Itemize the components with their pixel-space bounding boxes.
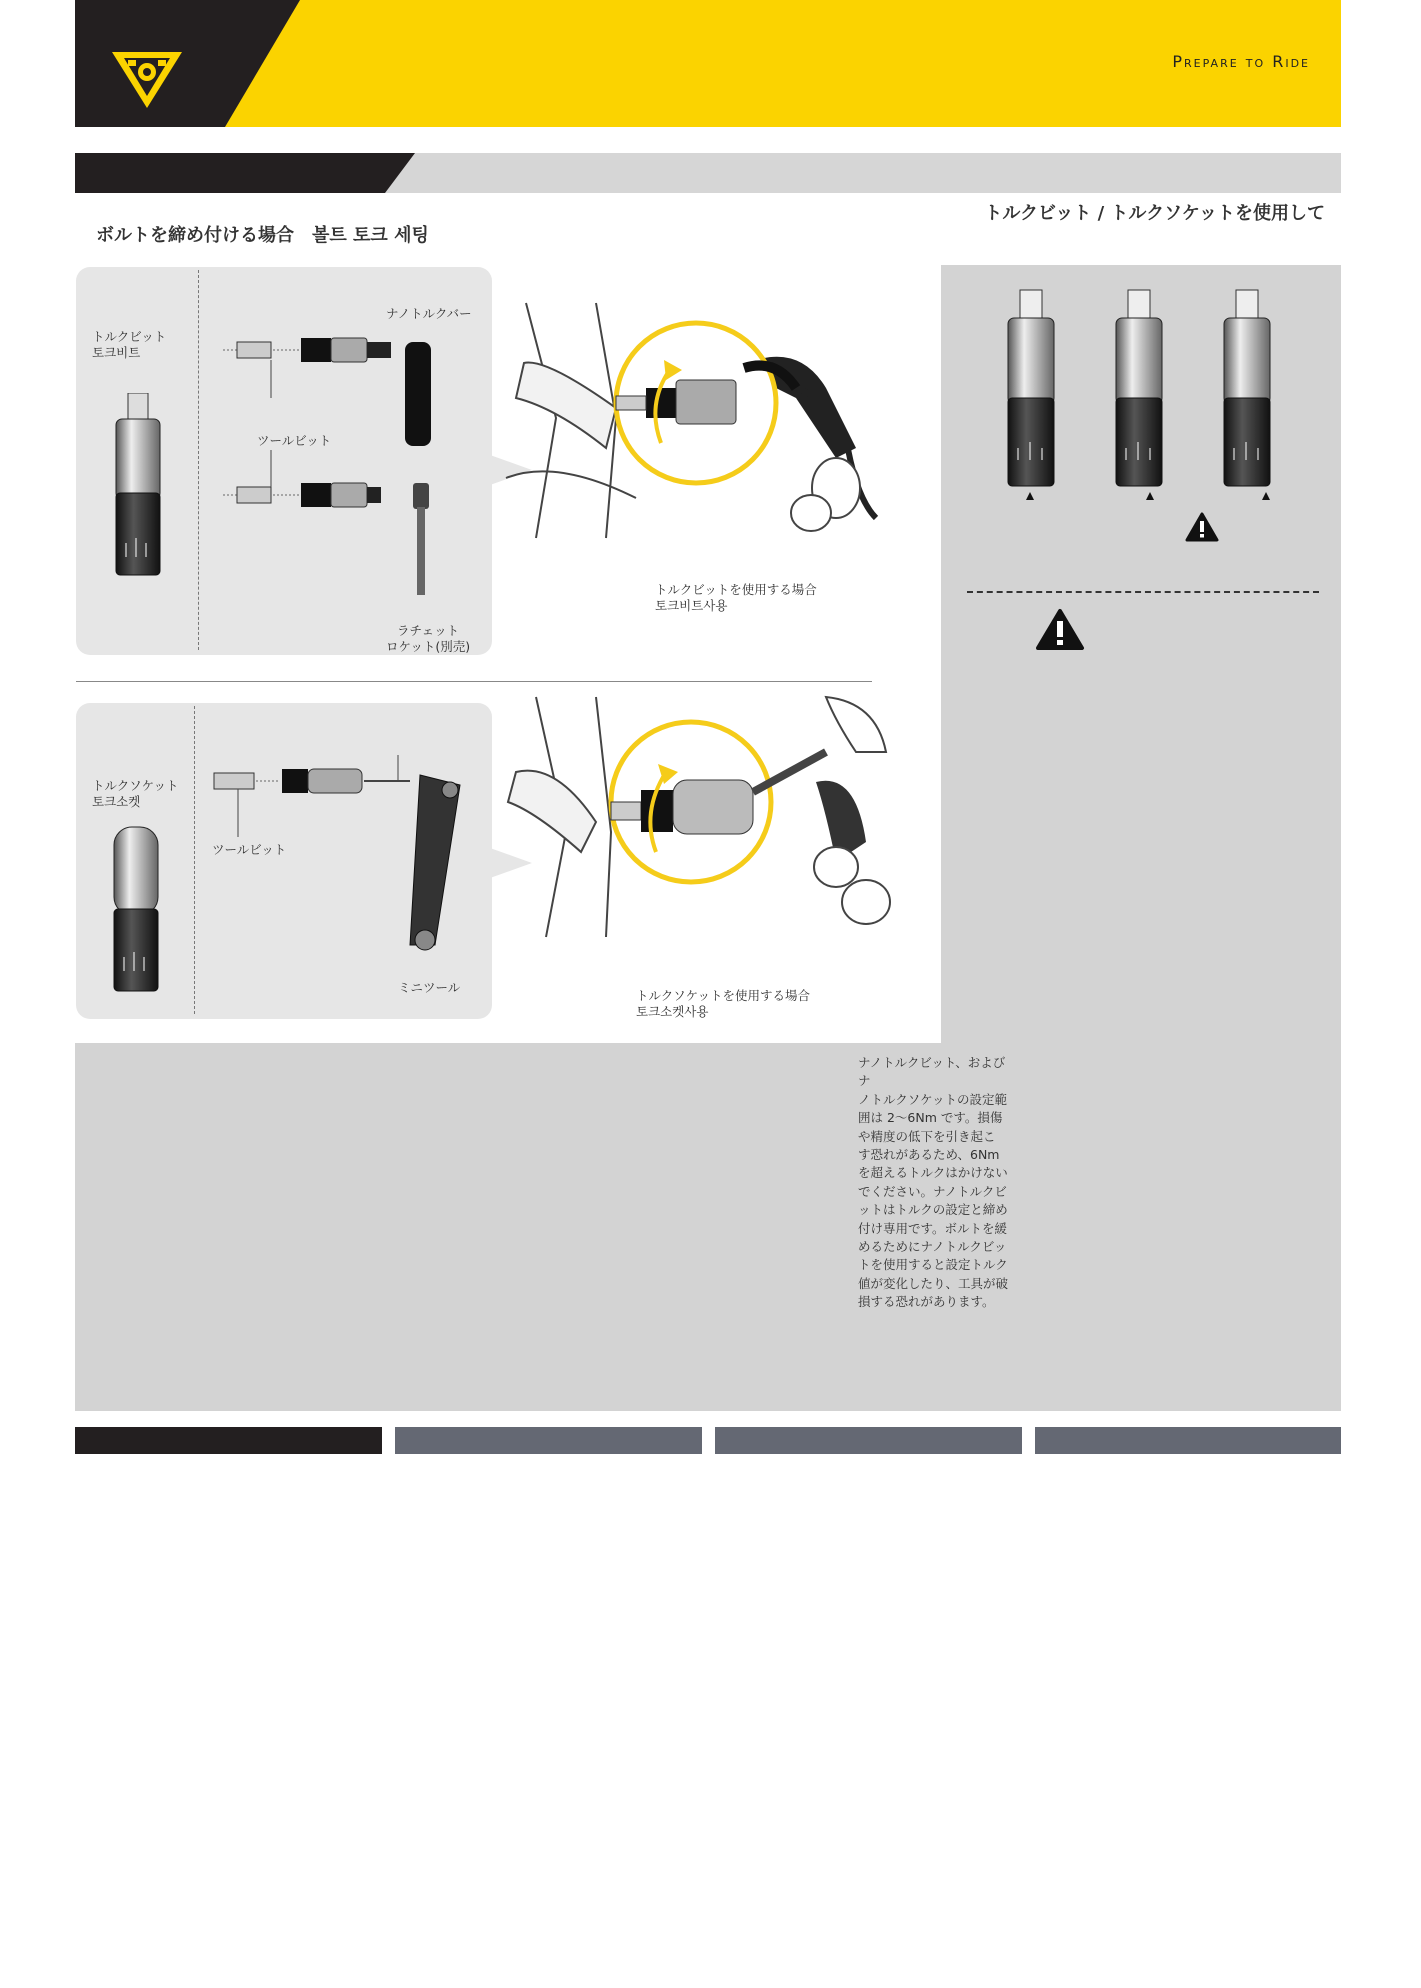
panel1-divider [198,270,199,650]
ratchet-label: ラチェット ロケット(別売) [386,623,471,654]
usage-illustration-2 [496,692,912,942]
topeak-logo-icon [110,48,184,110]
warning-icon [1185,512,1219,542]
footer-bar-4 [1035,1427,1341,1454]
footer-bar-2 [395,1427,702,1454]
right-dashed-divider [967,591,1319,593]
panel2-divider [194,706,195,1014]
notice-text: ナノトルクビット、およびナ ノトルクソケットの設定範 囲は 2～6Nm です。損傷 や精度の低下を引き起こ す恐れがあるため、6Nm を超えるトルクはかけない でください。ナノトルクビ ットはトルクの設定と締め 付け専用です。ボルトを緩 めるためにナノトルクビッ トを使用すると設定トルク 値が変化したり、工具が破 損する恐れがあります。 [858,1055,1009,1310]
panel2-part-label: トルクソケット 토크소켓 [92,778,179,809]
usage-illustration-1 [496,298,912,543]
usage-caption-1: トルクビットを使用する場合 토크비트사용 [655,582,817,613]
panel-separator [76,681,872,682]
section-band-dark [75,153,415,193]
tool-bit-label-1: ツールビット [257,433,332,448]
torque-socket-drawing [110,825,162,997]
assembly-diagram-1 [215,320,455,600]
usage-caption-2: トルクソケットを使用する場合 토크소켓사용 [636,988,811,1019]
nano-torque-bar-label: ナノトルクバー [386,306,472,321]
section-title-right: トルクビット / トルクソケットを使用して [984,203,1325,224]
panel1-part-label: トルクビット 토크비트 [92,329,167,360]
footer-bar-1 [75,1427,382,1454]
tool-bit-label-2: ツールビット [212,842,287,857]
torque-bit-variants [1000,288,1290,508]
minitool-label: ミニツール [398,980,461,995]
section-title-left: ボルトを締め付ける場合 볼트 토크 세팅 [96,225,429,246]
warning-icon [1035,608,1085,652]
tagline: Prepare to Ride [1172,52,1310,71]
bottom-panel [75,1043,1341,1411]
footer-bar-3 [715,1427,1022,1454]
torque-bit-drawing [112,393,164,583]
